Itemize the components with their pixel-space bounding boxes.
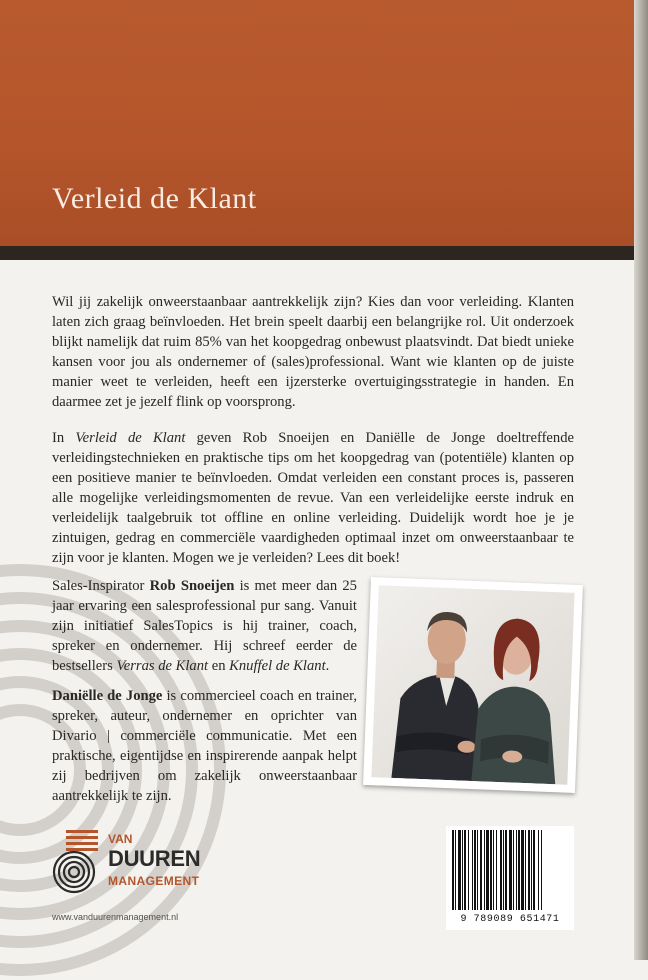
- paragraph-lead: In: [52, 430, 76, 446]
- intro-paragraph: Wil jij zakelijk onweerstaanbaar aantrekkelijk zijn? Kies dan voor verleiding. Klanten laten zich graag beïnvloeden. Het brein speelt daarbij een belangrijke rol. Uit onderzoek blijkt namelijk dat ruim 85% van het koopgedrag onbewust plaatsvindt. Dat biedt unieke kansen voor jou als ondernemer of (sales)professional. Want wie klanten op de juiste manier weet te verleiden, heeft een ijzersterke overtuigingsstrategie in handen. En daarmee zet je jezelf flink op voorsprong.: [52, 294, 574, 410]
- barcode-bar: [474, 830, 476, 910]
- barcode-bar: [525, 830, 526, 910]
- author1-text: is met meer dan 25 jaar ervaring een salesprofessional pur sang. Vanuit zijn initiatief SalesTopics is hij trainer, coach, spreker en ondernemer. Hij schreef eerder de bestsellers: [52, 578, 357, 674]
- publisher-logo-mark-icon: [52, 830, 104, 894]
- barcode-bar: [521, 830, 524, 910]
- barcode-bar: [518, 830, 520, 910]
- barcode-bar: [538, 830, 539, 910]
- author1-prefix: Sales-Inspirator: [52, 578, 150, 594]
- barcode-bar: [528, 830, 530, 910]
- barcode-bar: [458, 830, 461, 910]
- barcode-bar: [516, 830, 517, 910]
- author1-book2: Knuffel de Klant: [229, 658, 326, 674]
- paragraph-rest: geven Rob Snoeijen en Daniëlle de Jonge doeltreffende verleidingstechnieken en praktische tips om het koopgedrag van (potentiële) klanten op een positieve manier te beïnvloeden. Omdat verleiden een constant proces is, passeren alle mogelijke verleidingsmomenten de revue. Van een verleidelijke eerste indruk en verleidelijk taalgebruik tot offline en online verleiding. Duidelijk wordt hoe je je zintuigen, gedrag en commerciële vaardigheden optimaal inzet om onweerstaanbaar te zijn voor je klanten. Mogen we je verleiden? Lees dit boek!: [52, 430, 574, 566]
- barcode-bar: [468, 830, 469, 910]
- barcode-bar: [452, 830, 454, 910]
- cover-dark-stripe: [0, 246, 634, 260]
- barcode-bar: [490, 830, 492, 910]
- publisher-logo: [52, 830, 212, 900]
- barcode-bar: [505, 830, 507, 910]
- author2-text: is commercieel coach en trainer, spreker, auteur, ondernemer en oprichter van Divario | commerciële communicatie. Met een praktische, eigentijdse en inspirerende aanpak helpt zij bedrijven om zakelijk onweerstaanbaar aantrekkelijk te zijn.: [52, 688, 357, 804]
- authors-illustration: [371, 585, 574, 784]
- barcode-bar: [484, 830, 485, 910]
- authors-photo: [371, 585, 574, 784]
- book-title: Verleid de Klant: [52, 182, 257, 215]
- author1-bio: [52, 576, 357, 676]
- author2-name: Daniëlle de Jonge: [52, 688, 163, 704]
- barcode-bar: [500, 830, 502, 910]
- barcode-bar: [455, 830, 456, 910]
- barcode-bar: [509, 830, 512, 910]
- isbn-number: 9 789089 651471: [460, 914, 560, 925]
- publisher-name-line2: DUUREN: [108, 846, 201, 871]
- publisher-website: www.vanduurenmanagement.nl: [52, 912, 179, 922]
- barcode-bars: [450, 830, 570, 912]
- barcode-bar: [493, 830, 494, 910]
- author1-end: .: [325, 658, 330, 674]
- author2-bio: [52, 686, 357, 806]
- authors-photo-frame: [363, 577, 583, 793]
- author1-book1: Verras de Klant: [116, 658, 209, 674]
- book-title-inline: Verleid de Klant: [75, 430, 186, 446]
- barcode-bar: [513, 830, 514, 910]
- barcode-bar: [541, 830, 542, 910]
- publisher-name-line3: MANAGEMENT: [108, 874, 200, 888]
- isbn-barcode: [446, 826, 574, 930]
- author1-between: en: [208, 658, 230, 674]
- barcode-bar: [496, 830, 497, 910]
- barcode-bar: [477, 830, 478, 910]
- barcode-bar: [462, 830, 463, 910]
- publisher-name-line1: VAN: [108, 832, 133, 846]
- barcode-bar: [464, 830, 466, 910]
- author1-name: Rob Snoeijen: [149, 578, 235, 594]
- barcode-bar: [486, 830, 489, 910]
- book-spine-edge: [634, 0, 648, 960]
- barcode-bar: [531, 830, 532, 910]
- barcode-bar: [503, 830, 504, 910]
- barcode-bar: [480, 830, 482, 910]
- barcode-bar: [472, 830, 473, 910]
- barcode-bar: [533, 830, 535, 910]
- book-description-paragraph: [52, 428, 574, 568]
